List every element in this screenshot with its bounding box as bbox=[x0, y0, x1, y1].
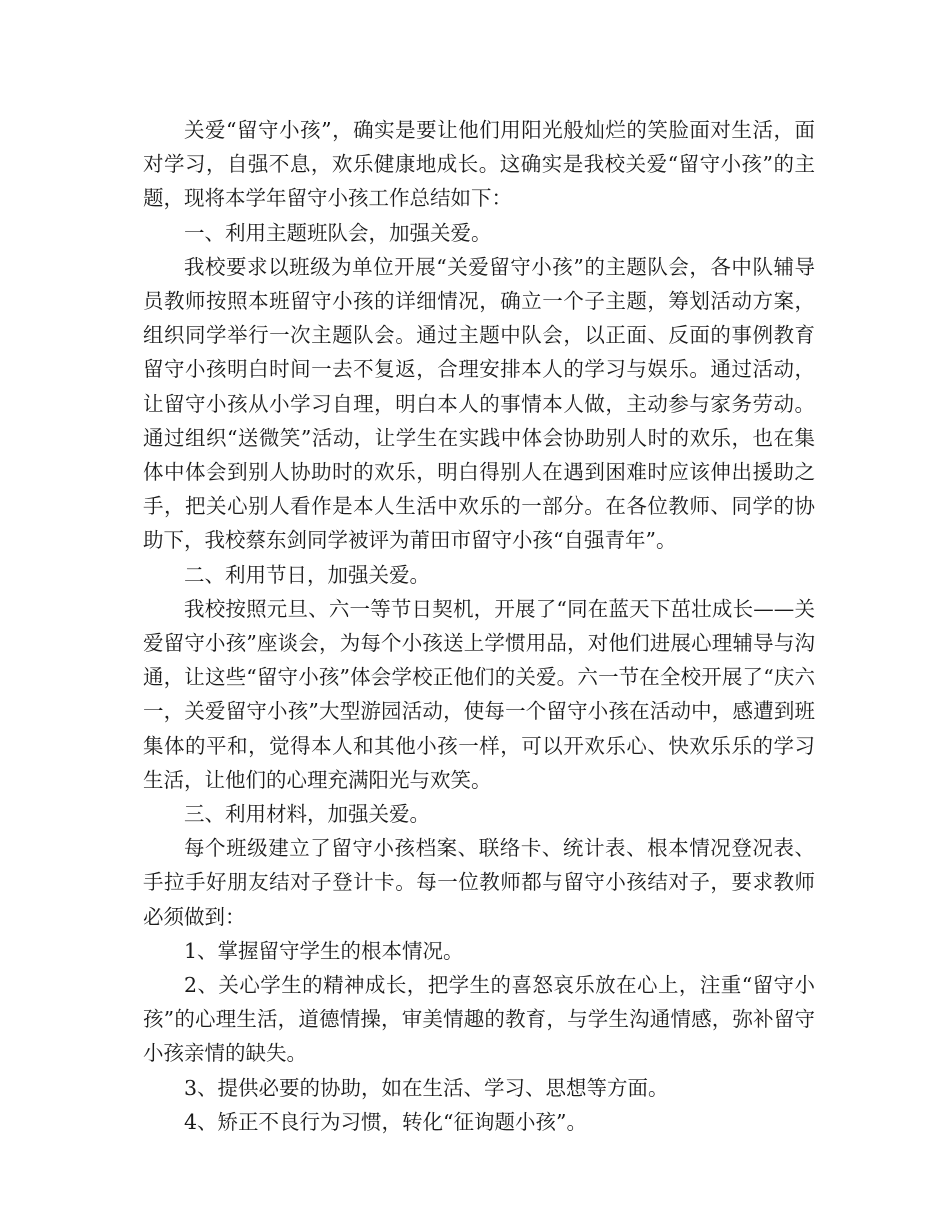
list-item-2: 2、关心学生的精神成长，把学生的喜怒哀乐放在心上，注重“留守小孩”的心理生活，道德情操，审美情趣的教育，与学生沟通情感，弥补留守小孩亲情的缺失。 bbox=[143, 973, 815, 1066]
section-heading-3: 三、利用材料，加强关爱。 bbox=[184, 802, 430, 827]
section-heading-2: 二、利用节日，加强关爱。 bbox=[184, 562, 430, 587]
section-3-paragraph: 每个班级建立了留守小孩档案、联络卡、统计表、根本情况登况表、手拉手好朋友结对子登计卡。每一位教师都与留守小孩结对子，要求教师必须做到： bbox=[143, 836, 815, 929]
list-item-1: 1、掌握留守学生的根本情况。 bbox=[184, 938, 464, 963]
intro-paragraph: 关爱“留守小孩”，确实是要让他们用阳光般灿烂的笑脸面对生活，面对学习，自强不息，欢乐健康地成长。这确实是我校关爱“留守小孩”的主题，现将本学年留守小孩工作总结如下： bbox=[143, 118, 815, 211]
list-item-3: 3、提供必要的协助，如在生活、学习、思想等方面。 bbox=[184, 1075, 669, 1100]
section-heading-1: 一、利用主题班队会，加强关爱。 bbox=[184, 220, 492, 245]
list-item-4: 4、矫正不良行为习惯，转化“征询题小孩”。 bbox=[184, 1109, 588, 1134]
section-1-paragraph: 我校要求以班级为单位开展“关爱留守小孩”的主题队会，各中队辅导员教师按照本班留守小孩的详细情况，确立一个子主题，筹划活动方案，组织同学举行一次主题队会。通过主题中队会，以正面、反面的事例教育留守小孩明白时间一去不复返，合理安排本人的学习与娱乐。通过活动，让留守小孩从小学习自理，明白本人的事情本人做，主动参与家务劳动。通过组织“送微笑”活动，让学生在实践中体会协助别人时的欢乐，也在集体中体会到别人协助时的欢乐，明白得别人在遇到困难时应该伸出援助之手，把关心别人看作是本人生活中欢乐的一部分。在各位教师、同学的协助下，我校蔡东剑同学被评为莆田市留守小孩“自强青年”。 bbox=[143, 254, 815, 553]
document-body bbox=[143, 113, 815, 1139]
section-2-paragraph: 我校按照元旦、六一等节日契机，开展了“同在蓝天下茁壮成长——关爱留守小孩”座谈会，为每个小孩送上学惯用品，对他们进展心理辅导与沟通，让这些“留守小孩”体会学校正他们的关爱。六一节在全校开展了“庆六一，关爱留守小孩”大型游园活动，使每一个留守小孩在活动中，感遭到班集体的平和，觉得本人和其他小孩一样，可以开欢乐心、快欢乐乐的学习生活，让他们的心理充满阳光与欢笑。 bbox=[143, 596, 815, 792]
